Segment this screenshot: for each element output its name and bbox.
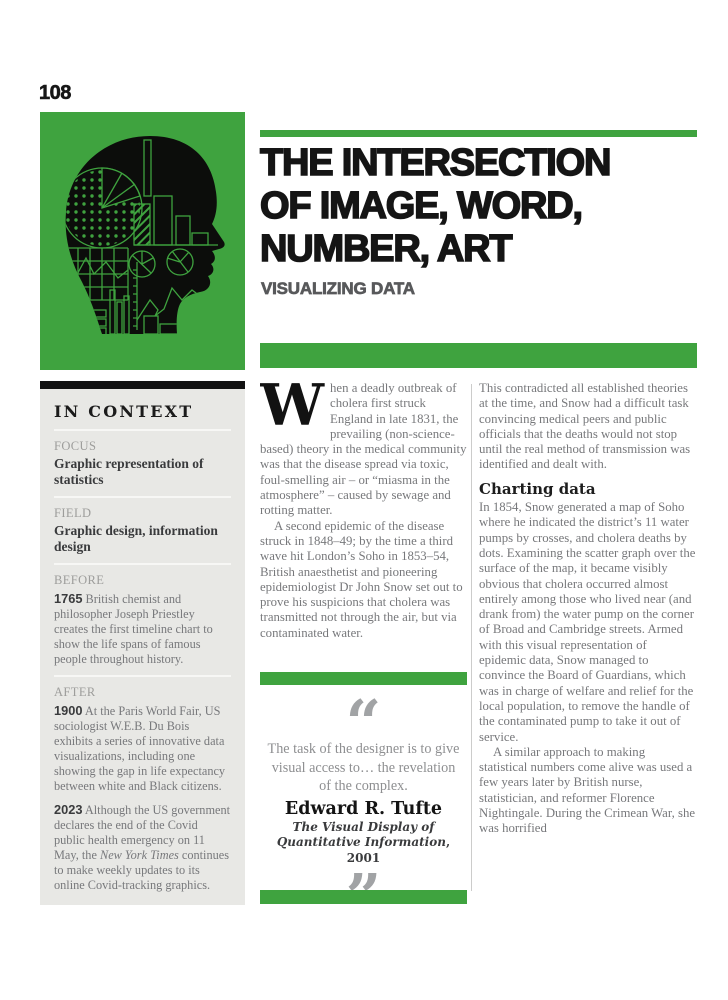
sidebar-before-entry (54, 591, 231, 667)
sidebar-heading: IN CONTEXT (54, 402, 194, 421)
title-top-rule (260, 130, 697, 137)
sidebar-divider (54, 429, 231, 431)
sidebar-focus-text: Graphic representation of statistics (54, 456, 204, 487)
quote-source (260, 820, 467, 867)
sidebar-after-entry-2023 (54, 802, 231, 893)
section-heading: Charting data (479, 479, 596, 498)
title-line: NUMBER, ART (260, 228, 512, 270)
title-block (260, 130, 697, 370)
sidebar-label-focus: FOCUS (54, 439, 97, 453)
sidebar-body (40, 389, 245, 905)
body-paragraph: In 1854, Snow generated a map of Soho where he indicated the district’s 11 water pumps by crosses, and cholera deaths by dots. Examining the scatter graph over the surface of the map, it became visibly obvious that cholera occurred almost entirely among those who lived near (and drank from) the water pump on the corner of Broad and Cambridge streets. Armed with this visual representation of epidemic data, Snow managed to convince the Board of Guardians, which was in charge of welfare and relief for the local population, to remove the handle of the contaminated pump to take it out of service. (479, 500, 696, 744)
body-column-middle (260, 381, 467, 671)
article-title (260, 142, 610, 271)
title-bottom-rule (260, 343, 697, 368)
column-divider (471, 384, 472, 891)
body-column-right (479, 381, 696, 837)
quote-bottom-rule (260, 890, 467, 904)
sidebar-after-entry-1900 (54, 703, 231, 794)
paragraph-text: hen a deadly outbreak of cholera first struck England in late 1831, the prevailing (non-science-based) theory in the medical community was that the disease spread via toxic, foul-smelling air – or “miasma in the atmosphere” – caused by sewage and rotting matter. (260, 381, 467, 518)
entry-text: Although the US government declares the end of the Covid public health emergency on 11 May, the (54, 803, 231, 862)
in-context-sidebar (40, 381, 245, 905)
sidebar-top-rule (40, 381, 245, 389)
body-paragraph: This contradicted all established theories at the time, and Snow had a difficult task convincing medical peers and public officials that the deaths would not stop until the real method of transmission was identified and dealt with. (479, 381, 691, 472)
body-paragraph: A second epidemic of the disease struck in 1848–49; by the time a third wave hit London’s Soho in 1853–54, British anaesthetist and pioneering epidemiologist Dr John Snow set out to prove his suspicions that cholera was transmitted not through the air, but via contaminated water. (260, 518, 463, 640)
title-line: OF IMAGE, WORD, (260, 185, 582, 227)
quote-source-year: , 2001 (346, 835, 451, 865)
sidebar-divider (54, 563, 231, 565)
entry-year: 1900 (54, 703, 83, 718)
entry-text: continues to make weekly updates to its online Covid-tracking graphics. (54, 848, 230, 892)
entry-text: At the Paris World Fair, US sociologist W.E.B. Du Bois exhibits a series of innovative data visualizations, including one showing the gap in life expectancy between white and Black citizens. (54, 704, 226, 793)
entry-year: 1765 (54, 591, 83, 606)
dropcap-letter: W (260, 381, 325, 439)
sidebar-divider (54, 675, 231, 677)
quote-source-title: The Visual Display of Quantitative Information (276, 819, 446, 849)
quote-author: Edward R. Tufte (284, 798, 443, 819)
sidebar-label-before: BEFORE (54, 573, 105, 587)
article-subtitle: VISUALIZING DATA (261, 279, 415, 298)
sidebar-label-field: FIELD (54, 506, 92, 520)
quote-text: The task of the designer is to give visual access to… the revelation of the complex. (267, 741, 460, 794)
entry-text-italic: New York Times (100, 848, 179, 862)
body-paragraph (260, 381, 467, 519)
entry-year: 2023 (54, 802, 83, 817)
sidebar-field-text: Graphic design, information design (54, 523, 218, 554)
head-illustration-box (40, 112, 245, 370)
sidebar-divider (54, 496, 231, 498)
head-charts-illustration (40, 112, 245, 370)
pull-quote (260, 672, 467, 904)
entry-text: British chemist and philosopher Joseph Priestley creates the first timeline chart to show the life spans of famous people throughout history. (54, 592, 213, 666)
open-quote-icon: “ (345, 694, 382, 740)
quote-top-rule (260, 672, 467, 685)
page-number: 108 (39, 82, 71, 104)
body-paragraph: A similar approach to making statistical numbers come alive was used a few years later by British nurse, statistician, and reformer Florence Nightingale. During the Crimean War, she was horrified (479, 744, 696, 836)
sidebar-label-after: AFTER (54, 685, 96, 699)
title-line: THE INTERSECTION (260, 142, 611, 184)
